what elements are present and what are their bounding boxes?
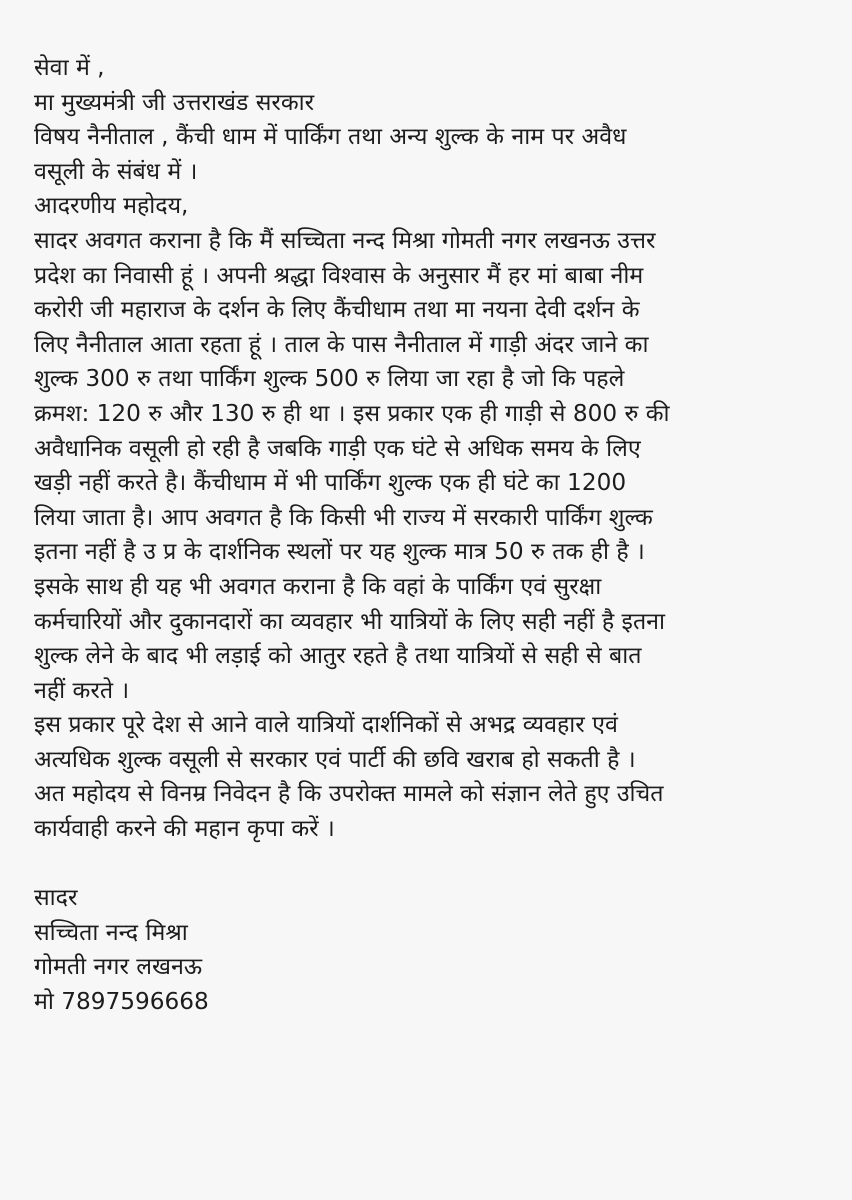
closing: सादर [34, 884, 78, 912]
addressee: मा मुख्यमंत्री जी उत्तराखंड सरकार [34, 88, 315, 116]
greeting: आदरणीय महोदय, [34, 192, 189, 220]
subject-line: वसूली के संबंध में । [34, 157, 198, 185]
sender-phone: मो 7897596668 [34, 988, 209, 1016]
body-line: लिए नैनीताल आता रहता हूं । ताल के पास नैनीताल में गाड़ी अंदर जाने का [34, 330, 649, 358]
body-line: सादर अवगत कराना है कि मैं सच्चिता नन्द मिश्रा गोमती नगर लखनऊ उत्तर [34, 226, 656, 254]
body-line: प्रदेश का निवासी हूं । अपनी श्रद्धा विश्वास के अनुसार मैं हर मां बाबा नीम [34, 261, 644, 289]
sender-name: सच्चिता नन्द मिश्रा [34, 918, 188, 946]
salutation-to: सेवा में , [34, 54, 105, 81]
body-line: करोरी जी महाराज के दर्शन के लिए कैंचीधाम तथा मा नयना देवी दर्शन के [34, 296, 640, 324]
signature-block [34, 881, 824, 1019]
sender-address: गोमती नगर लखनऊ [34, 953, 203, 981]
body-line: अवैधानिक वसूली हो रही है जबकि गाड़ी एक घंटे से अधिक समय के लिए [34, 434, 641, 462]
body-line: इसके साथ ही यह भी अवगत कराना है कि वहां के पार्किंग एवं सुरक्षा [34, 572, 602, 600]
subject [34, 120, 824, 189]
body-line: नहीं करते । [34, 676, 130, 704]
body-line: इतना नहीं है उ प्र के दार्शनिक स्थलों पर यह शुल्क मात्र 50 रु तक ही है । [34, 538, 645, 566]
subject-line: विषय नैनीताल , कैंची धाम में पार्किंग तथा अन्य शुल्क के नाम पर अवैध [34, 123, 627, 151]
body-line: शुल्क लेने के बाद भी लड़ाई को आतुर रहते है तथा यात्रियों से सही से बात [34, 642, 642, 670]
body-line: क्रमश: 120 रु और 130 रु ही था । इस प्रकार एक ही गाड़ी से 800 रु की [34, 399, 670, 427]
letter-body [34, 224, 824, 847]
body-line: अत महोदय से विनम्र निवेदन है कि उपरोक्त मामले को संज्ञान लेते हुए उचित [34, 780, 664, 808]
body-line: कर्मचारियों और दुकानदारों का व्यवहार भी यात्रियों के लिए सही नहीं है इतना [34, 607, 666, 635]
body-line: अत्यधिक शुल्क वसूली से सरकार एवं पार्टी की छवि खराब हो सकती है । [34, 745, 636, 773]
body-line: लिया जाता है। आप अवगत है कि किसी भी राज्य में सरकारी पार्किंग शुल्क [34, 503, 653, 531]
blank-line [34, 847, 824, 882]
body-line: शुल्क 300 रु तथा पार्किंग शुल्क 500 रु लिया जा रहा है जो कि पहले [34, 365, 625, 393]
body-line: खड़ी नहीं करते है। कैंचीधाम में भी पार्किंग शुल्क एक ही घंटे का 1200 [34, 469, 627, 497]
body-line: कार्यवाही करने की महान कृपा करें । [34, 815, 335, 843]
body-line: इस प्रकार पूरे देश से आने वाले यात्रियों दार्शनिकों से अभद्र व्यवहार एवं [34, 711, 618, 739]
